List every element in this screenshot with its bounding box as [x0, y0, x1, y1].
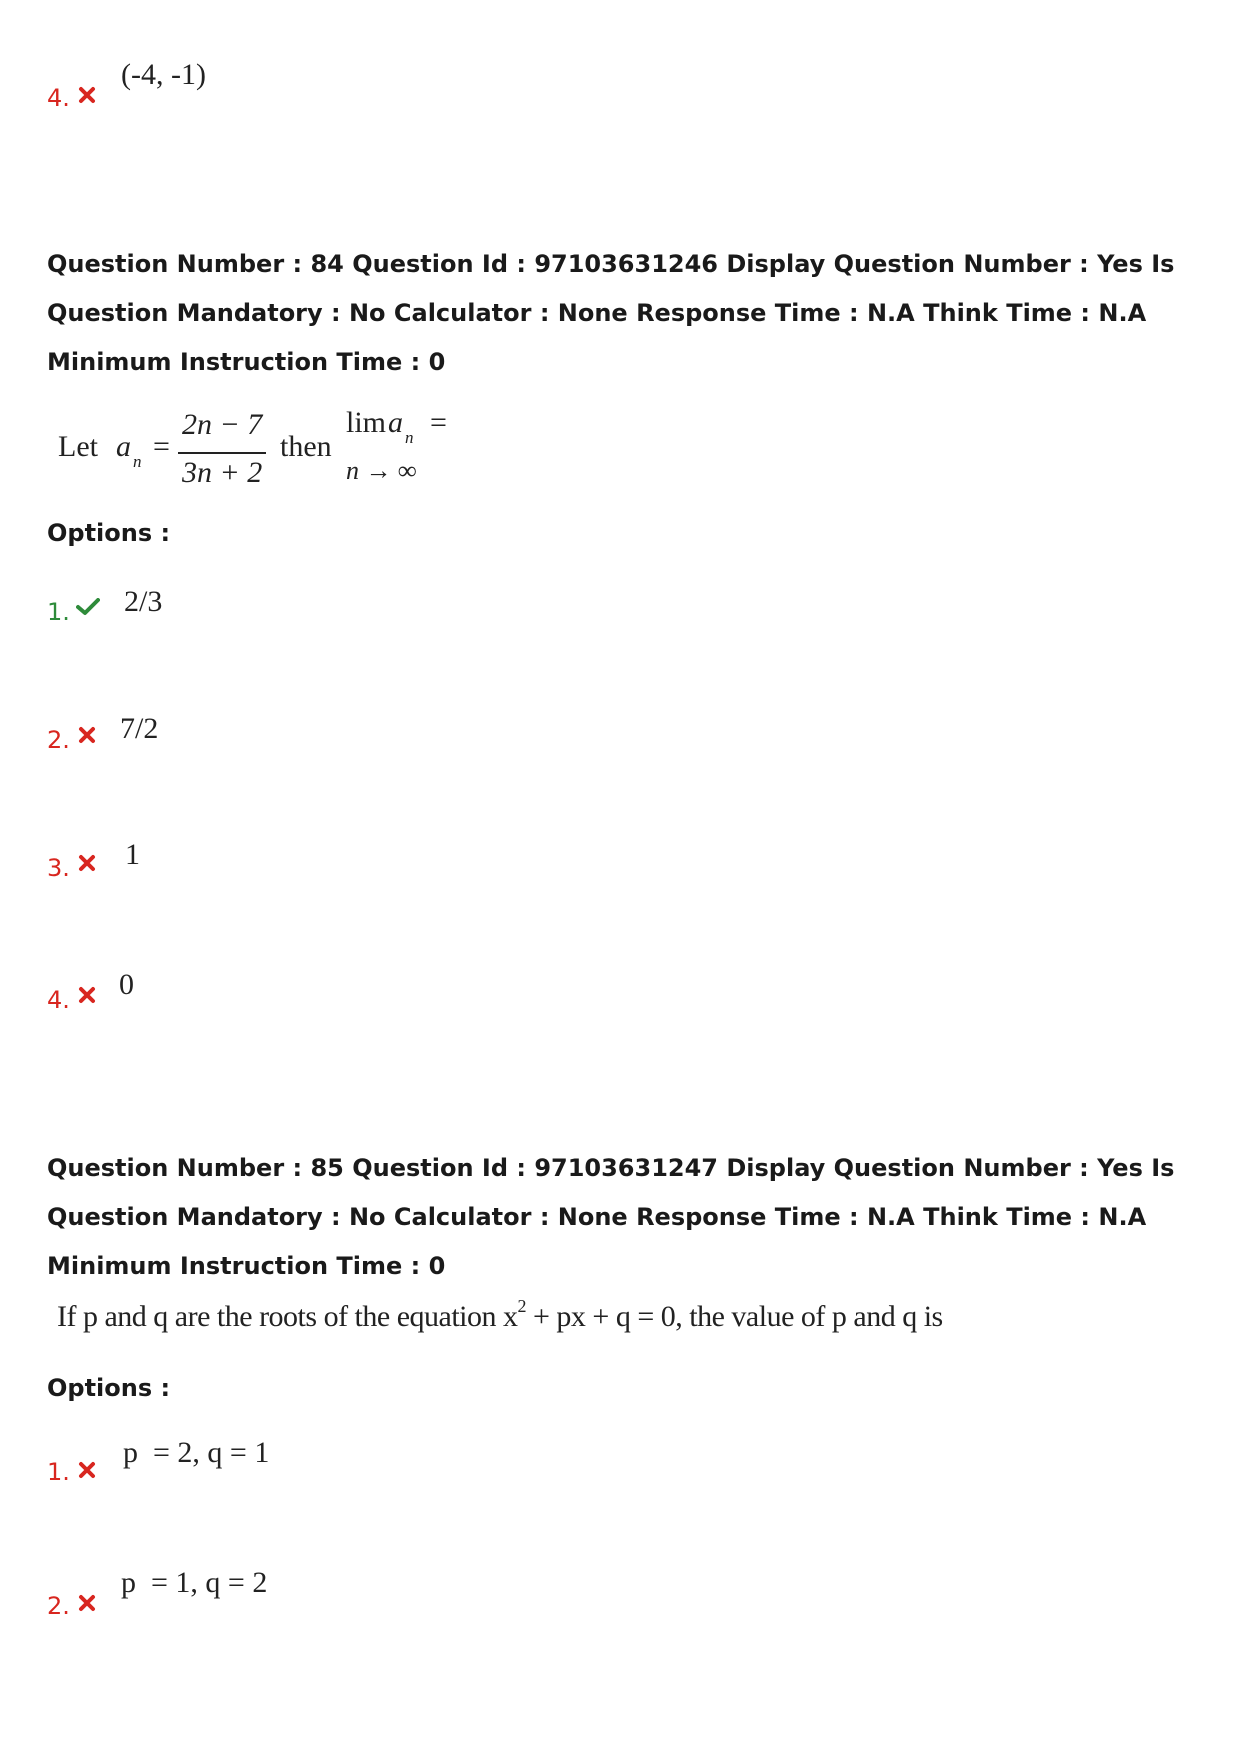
option-text: (-4, -1)	[121, 58, 206, 91]
formula-lim-under: n → ∞	[346, 456, 417, 485]
formula-a-subscript: n	[133, 452, 142, 471]
option-text: 0	[119, 968, 134, 1001]
question-header: Question Number : 85 Question Id : 97103631247 Display Question Number : Yes Is Question Mandatory : No Calculator : None Response Time : N.A Think Time : N.A Minimum Instruction Time : 0	[47, 1154, 1175, 1280]
cross-icon	[78, 86, 96, 104]
question-superscript: 2	[517, 1296, 527, 1316]
option-number: 3.	[47, 854, 70, 882]
option-number: 1.	[47, 598, 70, 626]
option-number: 4.	[47, 986, 70, 1014]
formula-lim-equals: =	[430, 406, 447, 439]
option-text: 2/3	[124, 585, 163, 618]
cross-icon	[78, 854, 96, 872]
formula-let: Let	[58, 430, 98, 463]
formula-lim-subscript: n	[405, 428, 414, 447]
formula-a: a	[116, 430, 131, 463]
formula-lim: lim	[346, 406, 387, 439]
formula-numerator: 2n − 7	[182, 408, 263, 441]
formula-denominator: 3n + 2	[182, 456, 263, 489]
formula-equals: =	[153, 430, 170, 463]
cross-icon	[78, 986, 96, 1004]
option-number: 4.	[47, 84, 70, 112]
options-label: Options :	[47, 1374, 171, 1402]
formula-lim-a: a	[388, 406, 403, 439]
cross-icon	[78, 1461, 96, 1479]
option-number: 2.	[47, 1592, 70, 1620]
option-text: 7/2	[120, 712, 159, 745]
option-text: 1	[125, 838, 140, 871]
options-label: Options :	[47, 519, 171, 547]
question-text	[57, 1296, 943, 1334]
option-text: p = 1, q = 2	[121, 1566, 268, 1599]
check-icon	[76, 598, 100, 616]
cross-icon	[78, 1594, 96, 1612]
question-text-part: + px + q = 0, the value of p and q is	[526, 1300, 943, 1333]
option-text: p = 2, q = 1	[123, 1436, 270, 1469]
option-number: 1.	[47, 1458, 70, 1486]
formula-then: then	[280, 430, 332, 463]
cross-icon	[78, 726, 96, 744]
question-header: Question Number : 84 Question Id : 97103631246 Display Question Number : Yes Is Question Mandatory : No Calculator : None Response Time : N.A Think Time : N.A Minimum Instruction Time : 0	[47, 250, 1175, 376]
option-number: 2.	[47, 726, 70, 754]
question-text-part: If p and q are the roots of the equation x	[57, 1300, 518, 1333]
fraction-bar	[178, 452, 266, 454]
question-formula	[58, 408, 478, 498]
